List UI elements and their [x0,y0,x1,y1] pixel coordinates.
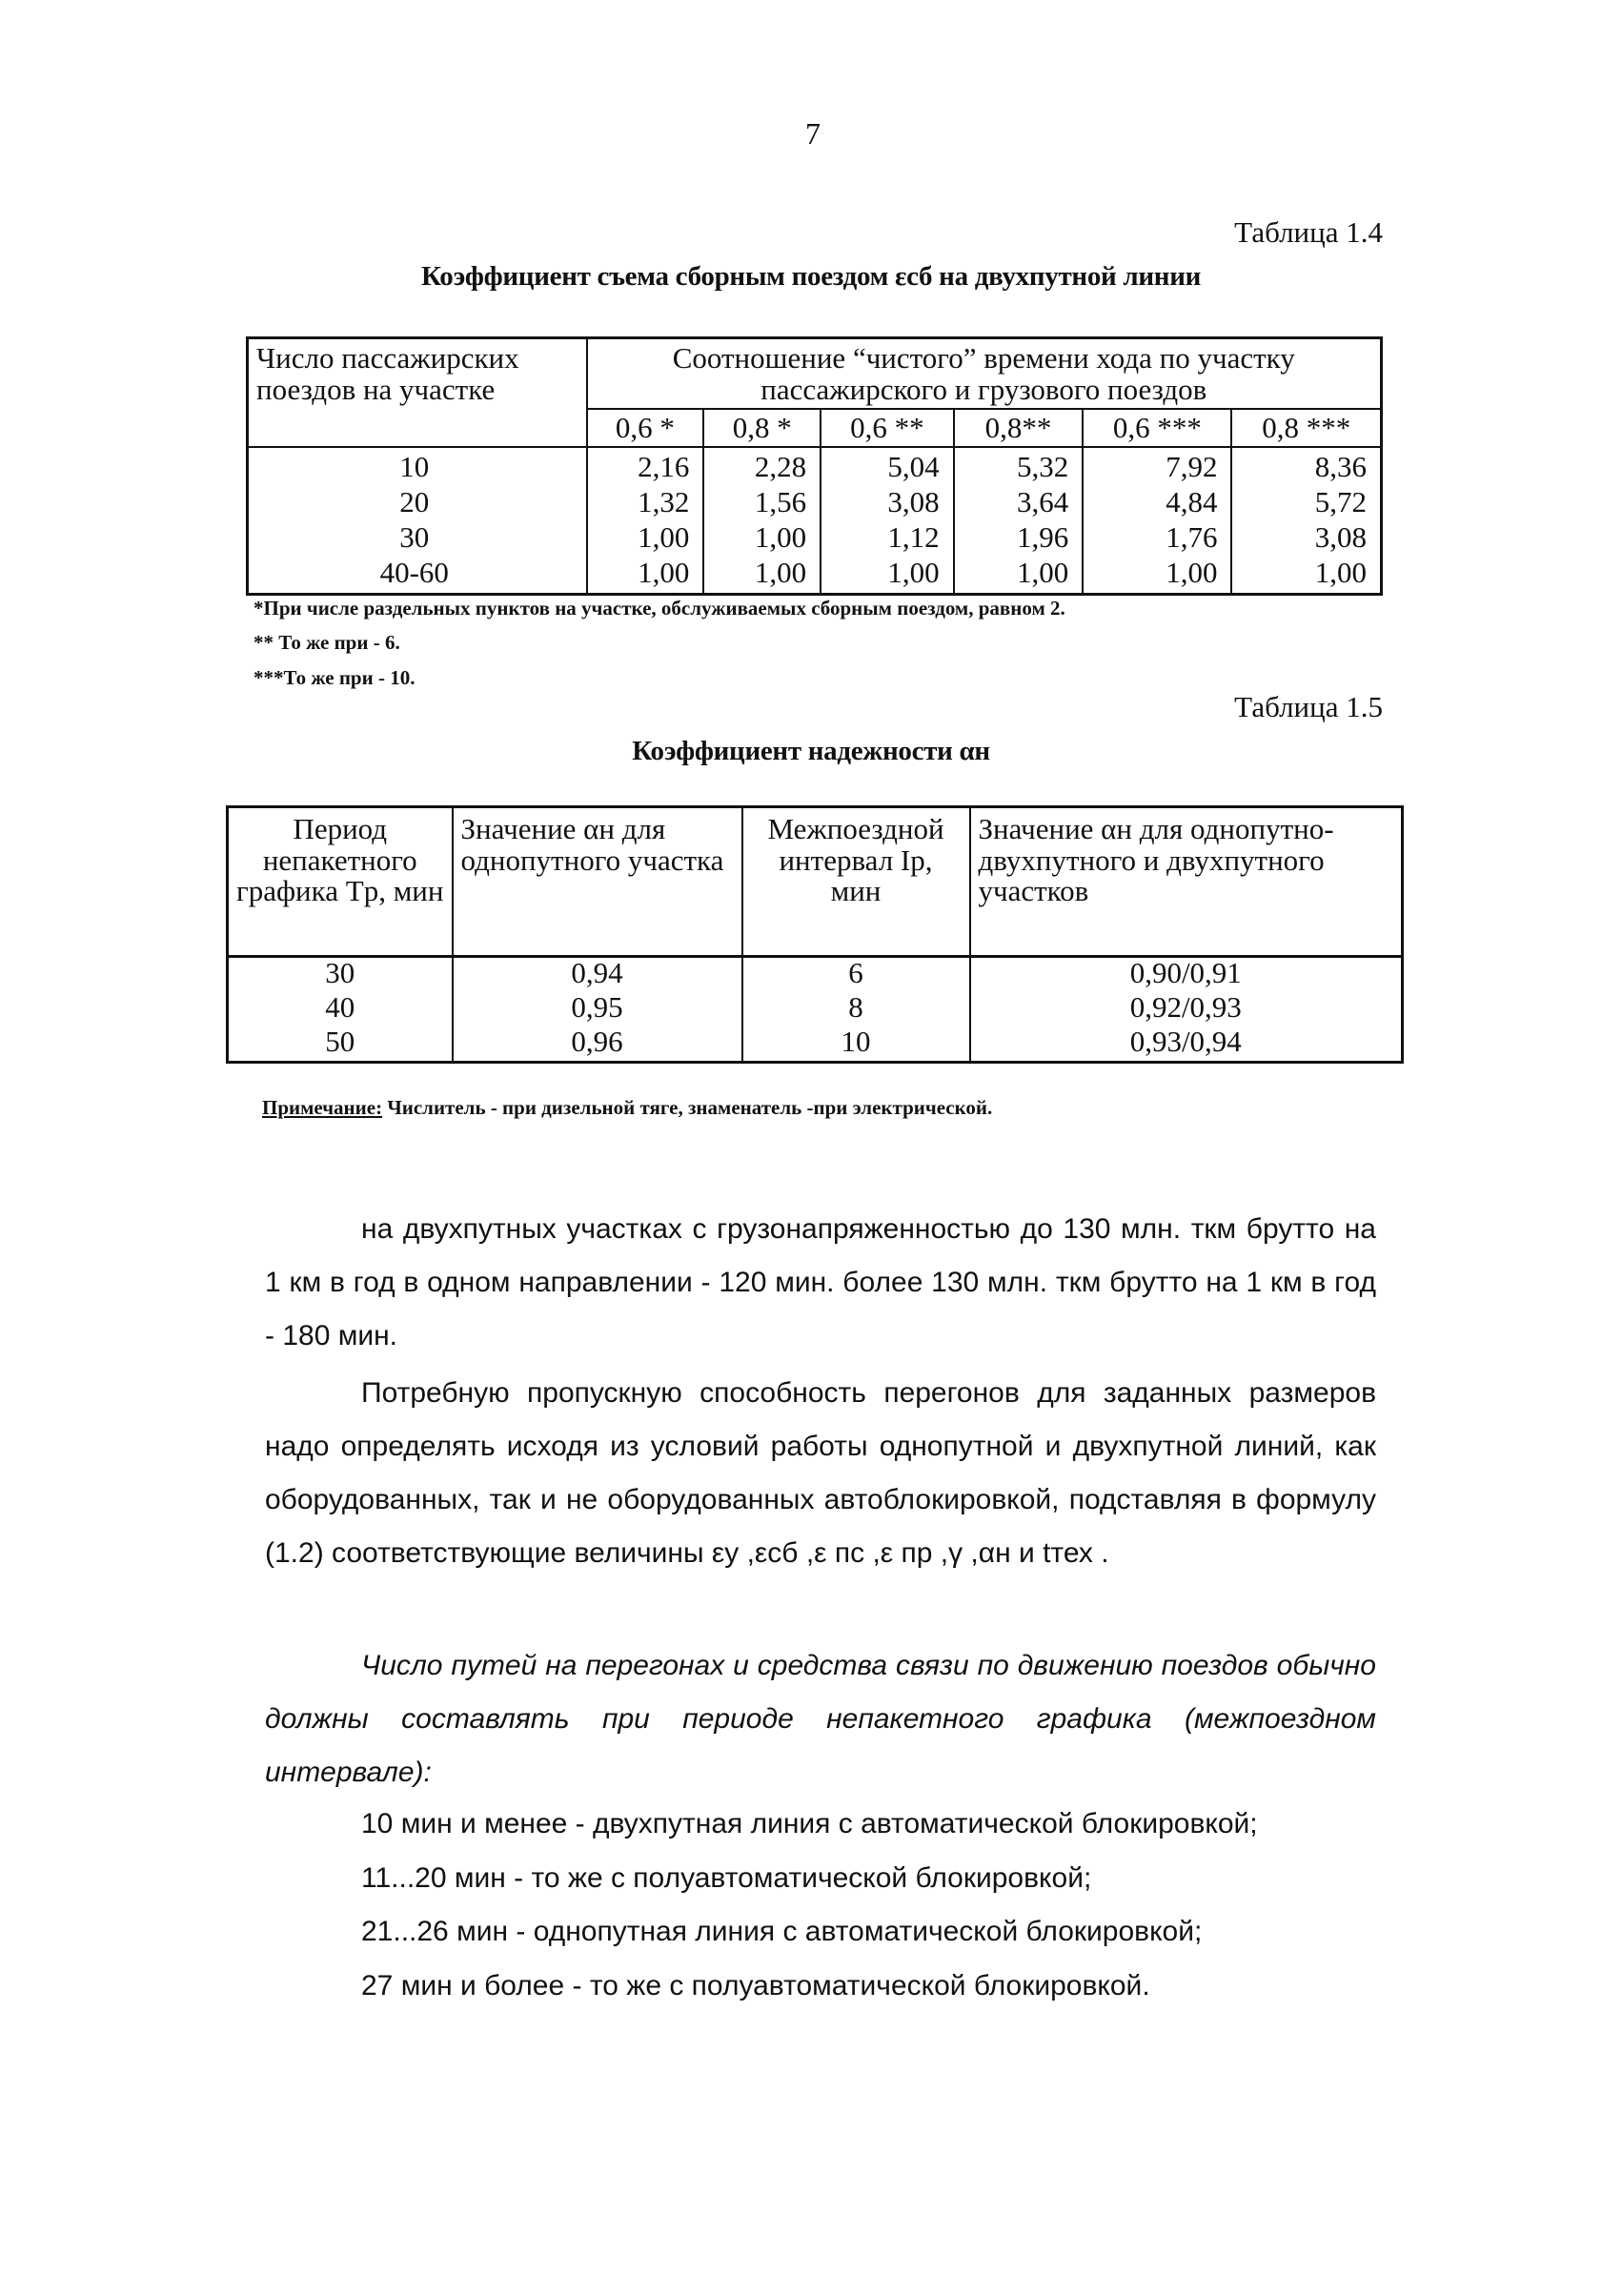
table-cell: 1,00 [587,558,704,595]
table-cell: 8,36 [1231,447,1381,487]
table-cell: 0,90/0,91 [970,957,1403,993]
table-1 [246,336,1383,596]
footnote-1: *При числе раздельных пунктов на участке, обслуживаемых сборным поездом, равном 2. [253,597,1065,620]
note-text: Числитель - при дизельной тяге, знаменатель -при электрической. [382,1096,993,1119]
table-2-note [262,1096,992,1120]
table-row [248,447,1382,487]
table-1-title: Коэффициент съема сборным поездом εсб на двухпутной линии [420,261,1202,292]
column-header: 0,8 * [703,409,821,447]
table-cell: 6 [742,957,970,993]
table-cell: 1,32 [587,487,704,522]
paragraph-3 [265,1639,1376,1799]
page-number: 7 [805,116,821,151]
table-cell: 5,32 [954,447,1084,487]
table-cell: 0,92/0,93 [970,992,1403,1026]
column-header: 0,6 *** [1083,409,1231,447]
group-header: Соотношение “чистого” времени хода по участку пассажирского и грузового поездов [587,338,1382,410]
table-cell: 1,00 [703,522,821,558]
column-header: 0,6 ** [821,409,954,447]
table-row [228,1026,1403,1063]
table-cell: 5,04 [821,447,954,487]
table-row [228,992,1403,1026]
paragraph-2-text: Потребную пропускную способность перегонов для заданных размеров надо определять исходя из условий работы однопутной и двухпутной линий, как оборудованных, так и не оборудованных автоблокировкой, подставляя в формулу (1.2) соответствующие величины εу ,εсб ,ε пс ,ε пр ,γ ,αн и tтех . [265,1377,1376,1569]
table-cell: 3,64 [954,487,1084,522]
table-cell: 0,96 [453,1026,742,1063]
track-list [361,1798,1258,2013]
table-cell: 1,00 [1231,558,1381,595]
table-cell: 1,00 [954,558,1084,595]
list-item: 27 мин и более - то же с полуавтоматической блокировкой. [361,1969,1150,2001]
table-2 [226,805,1404,1064]
list-item: 11...20 мин - то же с полуавтоматической блокировкой; [361,1861,1092,1894]
table-cell: 1,96 [954,522,1084,558]
table-cell: 3,08 [821,487,954,522]
table-row [248,558,1382,595]
table-cell: 0,93/0,94 [970,1026,1403,1063]
table-cell: 1,76 [1083,522,1231,558]
table-row [248,522,1382,558]
table-cell: 50 [228,1026,453,1063]
table-cell: 4,84 [1083,487,1231,522]
table-cell: 8 [742,992,970,1026]
column-header: 0,8 *** [1231,409,1381,447]
table-2-label: Таблица 1.5 [1234,690,1383,723]
table-cell: 3,08 [1231,522,1381,558]
header-period: Период непакетного графика Tр, мин [228,807,453,957]
table-row [228,957,1403,993]
paragraph-2 [265,1367,1376,1580]
table-cell: 0,95 [453,992,742,1026]
table-row [248,487,1382,522]
table-1-label: Таблица 1.4 [1234,215,1383,249]
row-label: 40-60 [248,558,587,595]
table-2-title: Коэффициент надежности αн [632,736,990,766]
table-cell: 5,72 [1231,487,1381,522]
table-cell: 1,12 [821,522,954,558]
list-item: 21...26 мин - однопутная линия с автоматической блокировкой; [361,1916,1203,1947]
table-cell: 2,28 [703,447,821,487]
column-header: 0,8** [954,409,1084,447]
table-cell: 0,94 [453,957,742,993]
header-single-track: Значение αн для однопутного участка [453,807,742,957]
paragraph-1 [265,1203,1376,1363]
row-label: 10 [248,447,587,487]
column-header: 0,6 * [587,409,704,447]
table-cell: 1,00 [703,558,821,595]
table-cell: 40 [228,992,453,1026]
table-cell: 2,16 [587,447,704,487]
row-label: 20 [248,487,587,522]
table-cell: 1,00 [1083,558,1231,595]
header-interval: Межпоездной интервал Iр, мин [742,807,970,957]
paragraph-1-text: на двухпутных участках с грузонапряженностью до 130 млн. ткм брутто на 1 км в год в одном направлении - 120 мин. более 130 млн. ткм брутто на 1 км в год - 180 мин. [265,1213,1376,1351]
footnote-2: ** То же при - 6. [253,631,400,654]
table-cell: 1,00 [587,522,704,558]
table-cell: 10 [742,1026,970,1063]
header-double-track: Значение αн для однопутно-двухпутного и двухпутного участков [970,807,1403,957]
table-cell: 1,00 [821,558,954,595]
row-header: Число пассажирских поездов на участке [248,338,587,448]
row-label: 30 [248,522,587,558]
table-cell: 30 [228,957,453,993]
note-label: Примечание: [262,1096,383,1119]
list-item: 10 мин и менее - двухпутная линия с автоматической блокировкой; [361,1808,1258,1839]
table-cell: 7,92 [1083,447,1231,487]
paragraph-3-text: Число путей на перегонах и средства связи по движению поездов обычно должны составлять при периоде непакетного графика (межпоездном интервале): [265,1650,1376,1788]
table-cell: 1,56 [703,487,821,522]
footnote-3: ***То же при - 10. [253,666,416,689]
